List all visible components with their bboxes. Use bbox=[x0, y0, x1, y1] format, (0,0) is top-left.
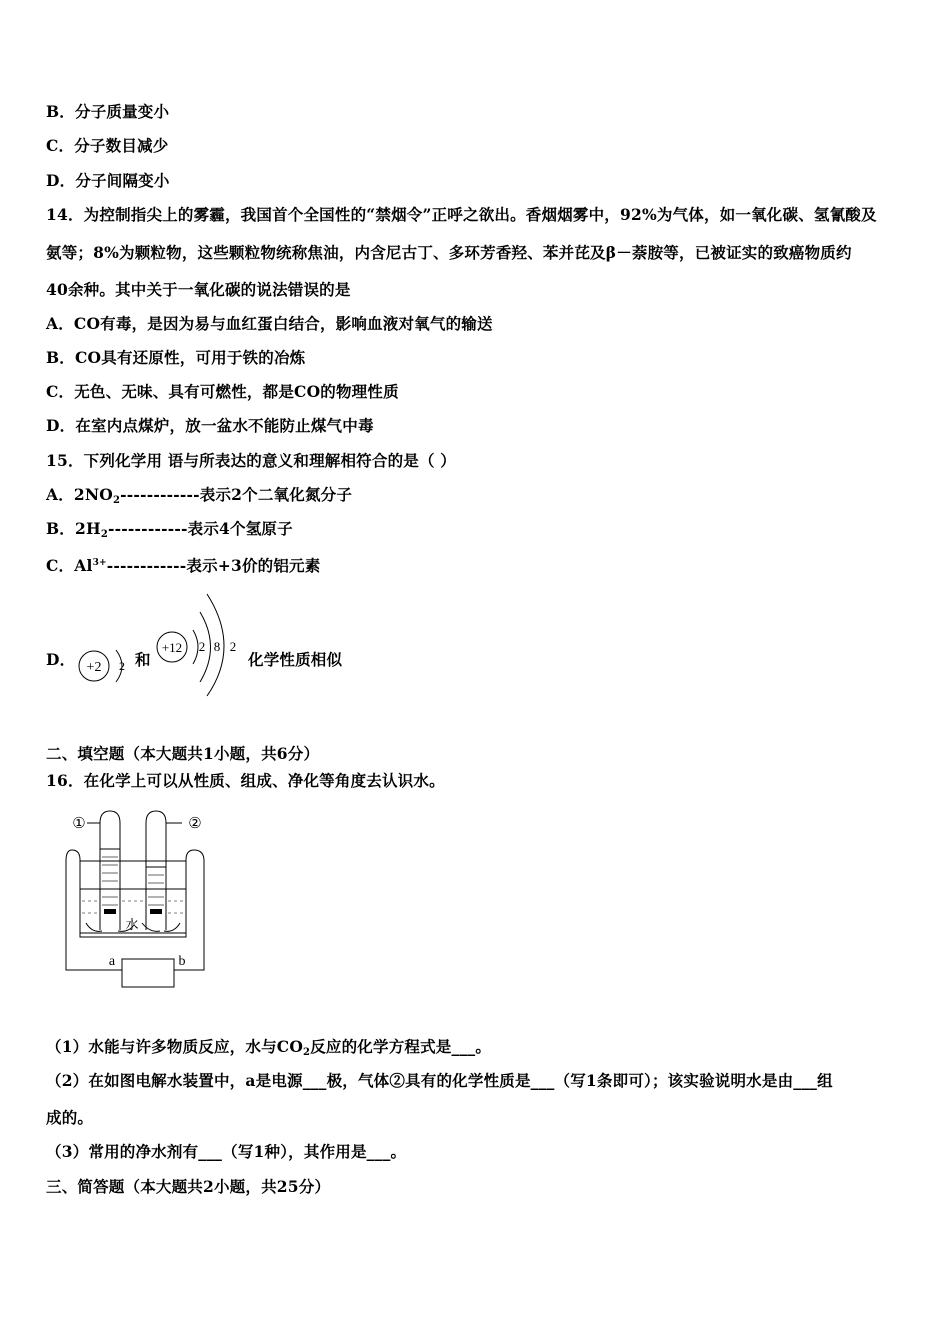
q13-option-b: B．分子质量变小 bbox=[46, 102, 170, 121]
q14-option-a: A．CO有毒，是因为易与血红蛋白结合，影响血液对氧气的输送 bbox=[46, 314, 493, 333]
magnesium-atom-diagram bbox=[155, 590, 247, 698]
electrode-left bbox=[104, 909, 116, 914]
atom1-nucleus-charge: +2 bbox=[86, 660, 102, 675]
helium-atom-diagram bbox=[72, 638, 134, 694]
atom2-nucleus-charge: +12 bbox=[161, 640, 183, 655]
label-1: ① bbox=[72, 816, 86, 832]
atom2-shell2-electrons: 8 bbox=[213, 639, 221, 654]
terminal-a-label: a bbox=[108, 954, 116, 969]
q15-option-a: A．$2NO_2------------$表示2个二氧化氮分子 bbox=[46, 485, 353, 506]
q13-option-d: D．分子间隔变小 bbox=[46, 171, 170, 190]
terminal-b-label: b bbox=[178, 954, 186, 969]
section2-title: 二、填空题（本大题共1小题，共6分） bbox=[46, 744, 320, 763]
atom2-shell3-electrons: 2 bbox=[229, 639, 237, 654]
q15-option-b: B．$2H_2------------$表示4个氢原子 bbox=[46, 519, 293, 540]
q14-option-c: C．无色、无味、具有可燃性，都是CO的物理性质 bbox=[46, 382, 399, 401]
q13-option-c: C．分子数目减少 bbox=[46, 136, 169, 155]
q16-part2-line2: 成的。 bbox=[46, 1108, 94, 1127]
label-2: ② bbox=[188, 816, 202, 832]
q16-part3: （3）常用的净水剂有___（写1种），其作用是___。 bbox=[46, 1142, 407, 1161]
section3-title: 三、简答题（本大题共2小题，共25分） bbox=[46, 1177, 331, 1196]
q15-option-d-and: 和 bbox=[135, 650, 151, 669]
q14-stem-line1: 14．为控制指尖上的雾霾，我国首个全国性的“禁烟令”正呼之欲出。香烟烟雾中，92%为气体，如一氧化碳、氢氰酸及 bbox=[46, 205, 877, 224]
q15-stem: 15．下列化学用 语与所表达的意义和理解相符合的是（ ） bbox=[46, 451, 456, 470]
atom2-shell1-electrons: 2 bbox=[198, 639, 206, 654]
q14-stem-line3: 40余种。其中关于一氧化碳的说法错误的是 bbox=[46, 280, 351, 299]
q14-stem-line2: 氨等；8%为颗粒物，这些颗粒物统称焦油，内含尼古丁、多环芳香羟、苯并芘及β－萘胺等，已被证实的致癌物质约 bbox=[46, 243, 852, 262]
atom2-shell1-arc bbox=[193, 630, 198, 664]
right-tube-water-hatch bbox=[148, 875, 164, 905]
right-wire bbox=[174, 850, 204, 970]
q14-option-b: B．CO具有还原性，可用于铁的冶炼 bbox=[46, 348, 306, 367]
bottom-curve-mid2 bbox=[142, 923, 160, 931]
q16-stem: 16．在化学上可以从性质、组成、净化等角度去认识水。 bbox=[46, 771, 445, 790]
q15-option-d-label: D． bbox=[46, 650, 76, 669]
trough-water-hatch bbox=[82, 901, 184, 913]
atom1-shell-electrons: 2 bbox=[119, 659, 125, 673]
q14-option-d: D．在室内点煤炉，放一盆水不能防止煤气中毒 bbox=[46, 416, 374, 435]
q15-option-d-text: 化学性质相似 bbox=[248, 650, 343, 669]
q16-part1: （1）水能与许多物质反应，水与$CO_2$反应的化学方程式是___。 bbox=[46, 1037, 492, 1058]
electrolysis-apparatus-diagram bbox=[62, 805, 222, 995]
power-supply bbox=[122, 959, 174, 987]
water-label: 水 bbox=[125, 917, 139, 932]
q16-part2-line1: （2）在如图电解水装置中，a是电源___极，气体②具有的化学性质是___（写1条即可）；该实验说明水是由___组 bbox=[46, 1071, 833, 1090]
left-tube-water-hatch bbox=[102, 857, 118, 905]
electrode-right bbox=[150, 909, 162, 914]
q15-option-c: C．$Al^{3+}------------$表示+3价的铝元素 bbox=[46, 556, 321, 575]
